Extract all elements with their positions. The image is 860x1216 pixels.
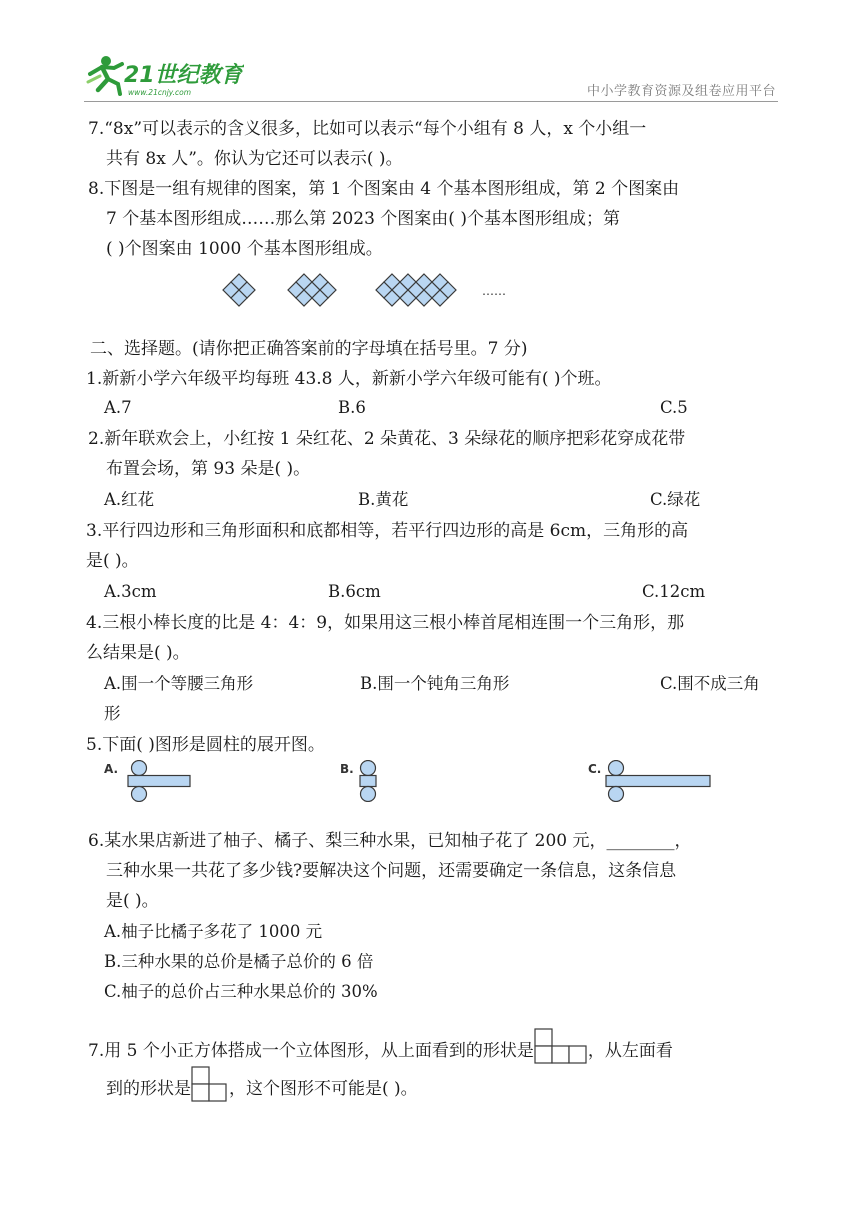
header-divider [84, 101, 778, 102]
choice-q3-option-a: A.3cm [104, 582, 157, 601]
choice-q1-stem: 1.新新小学六年级平均每班 43.8 人，新新小学六年级可能有( )个班。 [86, 369, 612, 389]
fill-q8-line1: 8.下图是一组有规律的图案，第 1 个图案由 4 个基本图形组成，第 2 个图案由 [88, 179, 680, 199]
choice-q2-option-b: B.黄花 [358, 490, 409, 509]
q5-net-b [340, 760, 390, 802]
choice-q4-line2: 么结果是( )。 [86, 643, 190, 663]
fill-q8-line2: 7 个基本图形组成……那么第 2023 个图案由( )个基本图形组成；第 [106, 209, 620, 229]
fill-q8-line3: ( )个图案由 1000 个基本图形组成。 [106, 239, 383, 259]
choice-q7-line1 [88, 1026, 673, 1064]
logo-url: www.21cnjy.com [128, 88, 192, 97]
choice-q5-stem: 5.下面( )图形是圆柱的展开图。 [86, 735, 325, 755]
top-view-figure [534, 1026, 588, 1064]
choice-q3-option-b: B.6cm [328, 582, 381, 601]
choice-q7-line2-start: 到的形状是 [106, 1079, 191, 1099]
choice-q1-option-c: C.5 [660, 398, 688, 417]
choice-q3-line1: 3.平行四边形和三角形面积和底都相等，若平行四边形的高是 6cm，三角形的高 [86, 521, 689, 541]
site-logo [84, 52, 244, 100]
choice-q4-option-c: C.围不成三角 [660, 674, 760, 693]
cylinder-net-b-figure [340, 760, 390, 802]
choice-q4-line1: 4.三根小棒长度的比是 4：4：9，如果用这三根小棒首尾相连围一个三角形，那 [86, 613, 685, 633]
choice-q4-option-b: B.围一个钝角三角形 [360, 674, 510, 693]
q5-option-a-label: A. [104, 762, 119, 776]
choice-q7-line1-end: ，从左面看 [587, 1041, 673, 1061]
q5-net-a [104, 760, 200, 802]
q5-option-b-label: B. [340, 762, 354, 776]
choice-q2-line1: 2.新年联欢会上，小红按 1 朵红花、2 朵黄花、3 朵绿花的顺序把彩花穿成花带 [88, 429, 686, 449]
choice-q7-line2 [106, 1064, 418, 1102]
choice-q4-option-c-cont: 形 [104, 704, 121, 723]
choice-q6-option-a: A.柚子比橘子多花了 1000 元 [104, 922, 323, 941]
pattern-ellipsis: …… [482, 284, 506, 298]
cylinder-net-a-figure [104, 760, 200, 802]
section2-title: 二、选择题。(请你把正确答案前的字母填在括号里。7 分) [90, 339, 528, 359]
choice-q7-line2-end: ，这个图形不可能是( )。 [229, 1079, 418, 1099]
choice-q2-line2: 布置会场，第 93 朵是( )。 [106, 459, 311, 479]
logo-text: 21世纪教育 [124, 63, 243, 88]
choice-q1-option-a: A.7 [104, 398, 132, 417]
choice-q6-line2: 三种水果一共花了多少钱?要解决这个问题，还需要确定一条信息，这条信息 [106, 861, 677, 881]
choice-q3-line2: 是( )。 [86, 551, 139, 571]
q5-net-c [588, 760, 714, 802]
platform-label: 中小学教育资源及组卷应用平台 [586, 84, 776, 99]
q5-option-c-label: C. [588, 762, 602, 776]
choice-q6-line3: 是( )。 [106, 891, 159, 911]
pattern-figure [220, 268, 520, 314]
choice-q6-line1: 6.某水果店新进了柚子、橘子、梨三种水果，已知柚子花了 200 元，________， [88, 831, 692, 851]
choice-q2-option-c: C.绿花 [650, 490, 701, 509]
cylinder-net-c-figure [588, 760, 714, 802]
choice-q2-option-a: A.红花 [104, 490, 155, 509]
runner-icon [84, 52, 244, 100]
choice-q7-line1-start: 7.用 5 个小正方体搭成一个立体图形，从上面看到的形状是 [88, 1041, 534, 1061]
left-view-figure [191, 1064, 229, 1102]
choice-q4-option-a: A.围一个等腰三角形 [104, 674, 254, 693]
choice-q6-option-c: C.柚子的总价占三种水果总价的 30% [104, 982, 378, 1001]
fill-q7-line1: 7.“8x”可以表示的含义很多，比如可以表示“每个小组有 8 人，x 个小组一 [88, 119, 647, 139]
choice-q6-option-b: B.三种水果的总价是橘子总价的 6 倍 [104, 952, 374, 971]
fill-q7-line2: 共有 8x 人”。你认为它还可以表示( )。 [106, 149, 403, 169]
choice-q3-option-c: C.12cm [642, 582, 706, 601]
choice-q1-option-b: B.6 [338, 398, 366, 417]
